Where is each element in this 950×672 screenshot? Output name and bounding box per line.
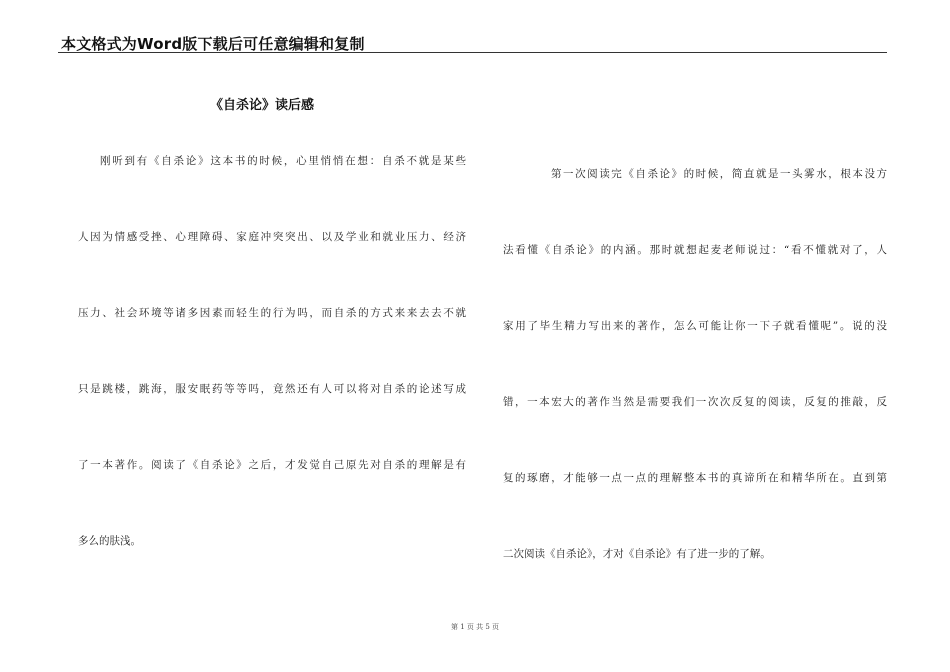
paragraph-line: 第一次阅读完《自杀论》的时候，简直就是一头雾水，根本没方: [551, 168, 887, 180]
paragraph-line: 了一本著作。阅读了《自杀论》之后，才发觉自己原先对自杀的理解是有: [78, 459, 466, 471]
paragraph-line: 刚听到有《自杀论》这本书的时候，心里悄悄在想：自杀不就是某些: [100, 155, 466, 167]
paragraph-line: 人因为情感受挫、心理障碍、家庭冲突突出、以及学业和就业压力、经济: [78, 231, 466, 243]
paragraph-line: 压力、社会环境等诸多因素而轻生的行为吗，而自杀的方式来来去去不就: [78, 307, 466, 319]
right-text-column: [503, 136, 887, 592]
left-text-column: [78, 123, 466, 579]
paragraph-line: 复的琢磨，才能够一点一点的理解整本书的真谛所在和精华所在。直到第: [503, 472, 887, 484]
header-banner: 本文格式为Word版下载后可任意编辑和复制: [61, 35, 365, 53]
paragraph-line: 错，一本宏大的著作当然是需要我们一次次反复的阅读，反复的推敲，反: [503, 396, 887, 408]
header-divider: [58, 52, 887, 53]
document-title: 《自杀论》读后感: [210, 98, 315, 113]
paragraph-line: 家用了毕生精力写出来的著作，怎么可能让你一下子就看懂呢”。说的没: [503, 320, 887, 332]
paragraph-line: 二次阅读《自杀论》，才对《自杀论》有了进一步的了解。: [503, 548, 771, 560]
paragraph-line: 只是跳楼，跳海，服安眠药等等吗，竟然还有人可以将对自杀的论述写成: [78, 383, 466, 395]
paragraph-line: 法看懂《自杀论》的内涵。那时就想起麦老师说过：“看不懂就对了，人: [503, 244, 887, 256]
paragraph-line: 多么的肤浅。: [78, 535, 141, 547]
page-number: 第 1 页 共 5 页: [450, 623, 500, 631]
